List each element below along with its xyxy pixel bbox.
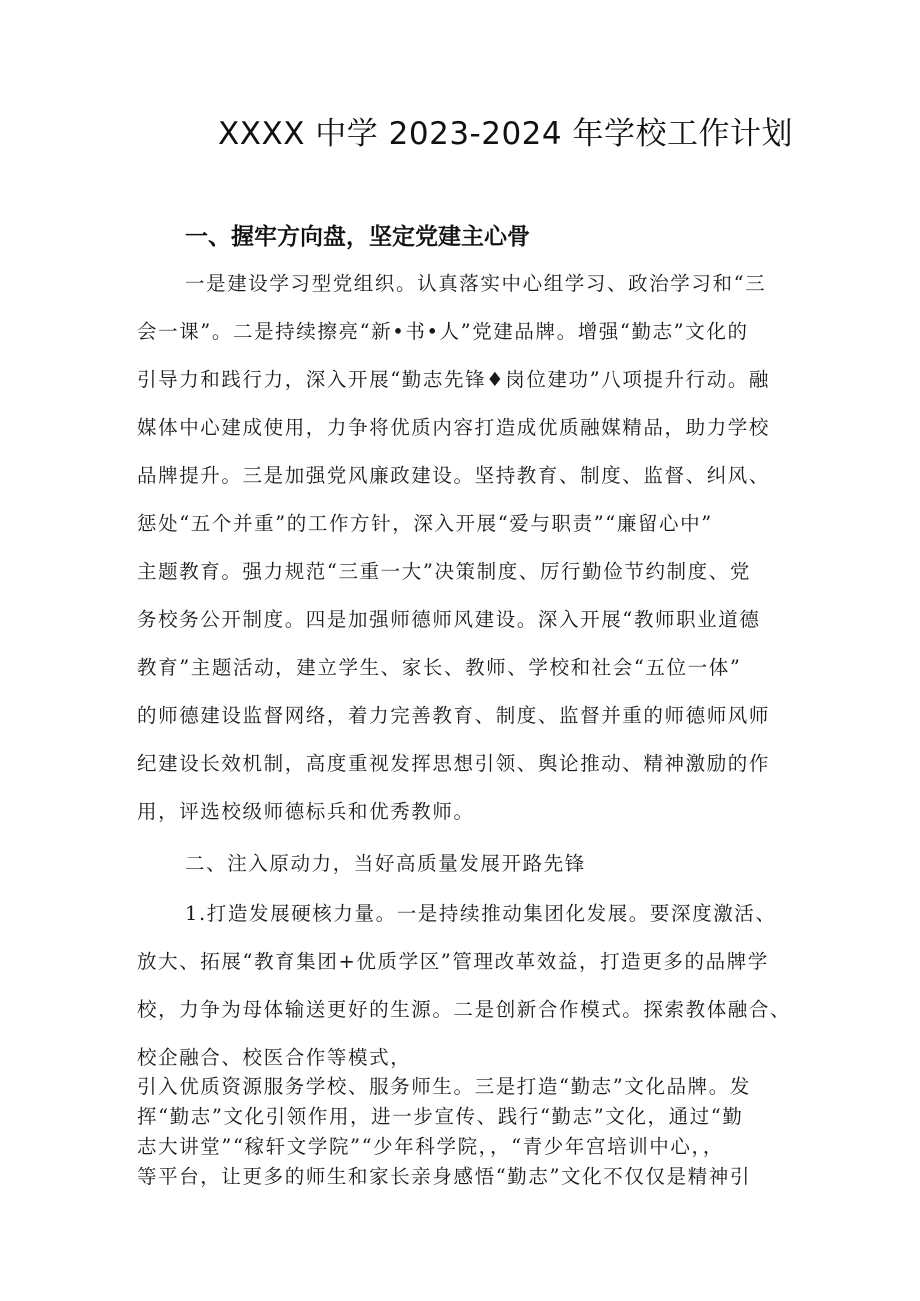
paragraph-line: 的师德建设监督网络，着力完善教育、制度、监督并重的师德师风师	[137, 704, 771, 727]
paragraph-line: 主题教育。强力规范“三重一大”决策制度、厉行勤俭节约制度、党	[137, 560, 751, 583]
paragraph-line: 媒体中心建成使用，力争将优质内容打造成优质融媒精品，助力学校	[137, 416, 771, 439]
paragraph-line: 务校务公开制度。四是加强师德师风建设。深入开展“教师职业道德	[137, 608, 761, 631]
document-title: XXXX 中学 2023-2024 年学校工作计划	[218, 116, 793, 152]
paragraph-line: 惩处“五个并重”的工作方针，深入开展“爱与职责”“廉留心中”	[137, 512, 713, 535]
paragraph-line: 挥“勤志”文化引领作用，进一步宣传、践行“勤志”文化，通过“勤	[137, 1105, 744, 1128]
paragraph-line: 引导力和践行力，深入开展“勤志先锋♦岗位建功”八项提升行动。融	[137, 368, 771, 391]
section-heading-1: 一、握牢方向盘，坚定党建主心骨	[185, 224, 530, 250]
paragraph-line: 纪建设长效机制，高度重视发挥思想引领、舆论推动、精神激励的作	[137, 752, 771, 775]
section-heading-2: 二、注入原动力，当好高质量发展开路先锋	[185, 852, 586, 875]
paragraph-line: 校，力争为母体输送更好的生源。二是创新合作模式。探索教体融合、	[137, 998, 792, 1021]
paragraph-line: 1.打造发展硬核力量。一是持续推动集团化发展。要深度激活、	[185, 902, 777, 925]
paragraph-line: 放大、拓展“教育集团+优质学区”管理改革效益，打造更多的品牌学	[137, 950, 769, 973]
paragraph-line: 一是建设学习型党组织。认真落实中心组学习、政治学习和“三	[185, 272, 767, 295]
paragraph-line: 用，评选校级师德标兵和优秀教师。	[137, 800, 475, 823]
paragraph-line: 教育”主题活动，建立学生、家长、教师、学校和社会“五位一体”	[137, 656, 742, 679]
paragraph-line: 等平台，让更多的师生和家长亲身感悟“勤志”文化不仅仅是精神引	[137, 1165, 751, 1188]
paragraph-line: 品牌提升。三是加强党风廉政建设。坚持教育、制度、监督、纠风、	[137, 464, 771, 487]
paragraph-line: 志大讲堂”“稼轩文学院”“少年科学院，，“青少年宫培训中心，，	[137, 1135, 724, 1158]
paragraph-line: 引入优质资源服务学校、服务师生。三是打造“勤志”文化品牌。发	[137, 1075, 751, 1098]
paragraph-line: 校企融合、校医合作等模式，	[137, 1046, 412, 1069]
paragraph-line: 会一课”。二是持续擦亮“新•书•人”党建品牌。增强“勤志”文化的	[137, 320, 749, 343]
